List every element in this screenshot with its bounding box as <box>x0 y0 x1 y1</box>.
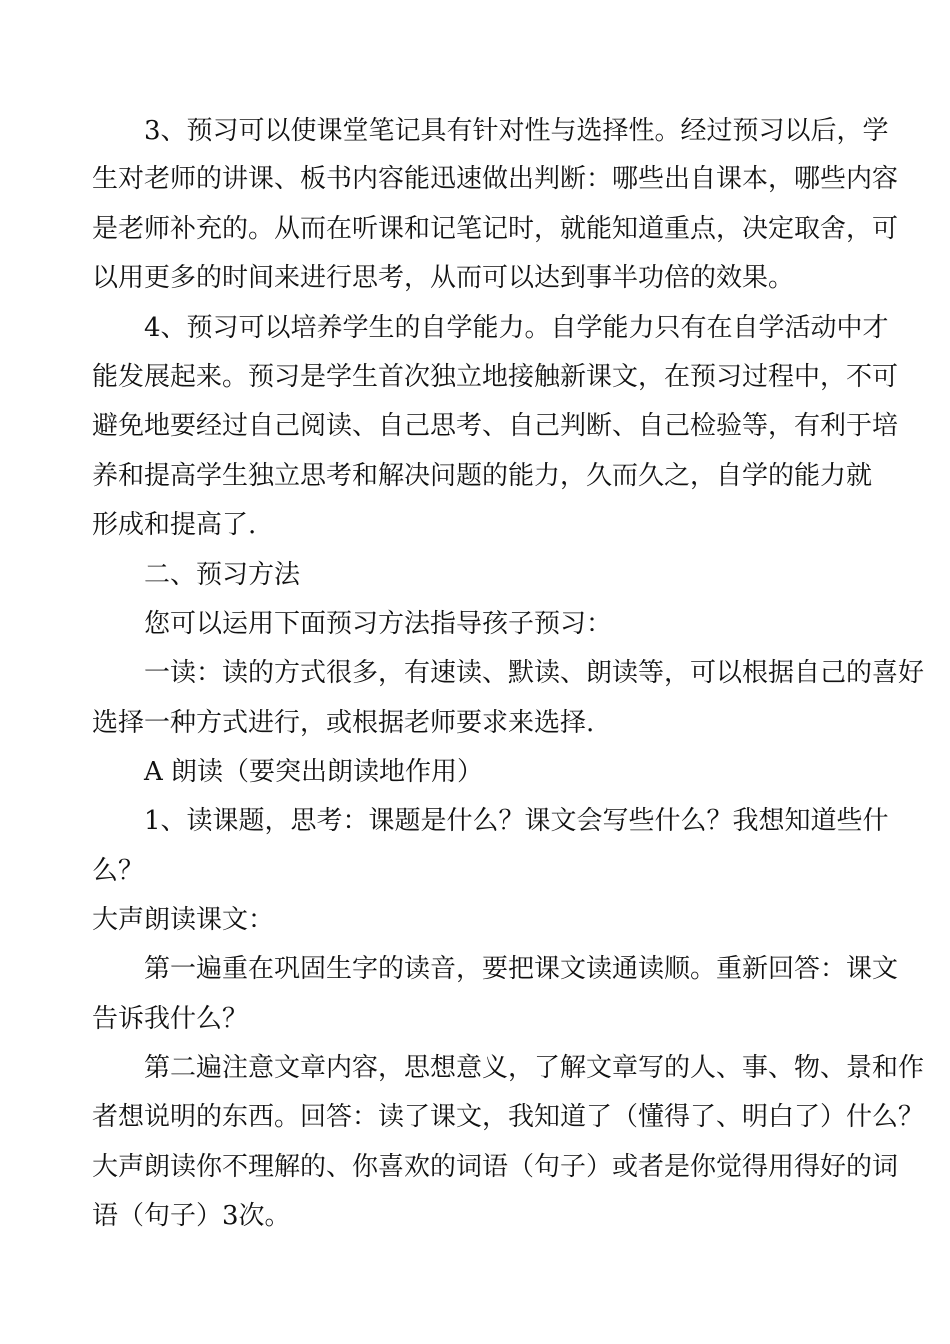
text-line: 大声朗读你不理解的、你喜欢的词语（句子）或者是你觉得用得好的词 <box>92 1152 899 1182</box>
text-line: 语（句子）3次。 <box>92 1201 291 1231</box>
text-line: 您可以运用下面预习方法指导孩子预习： <box>144 609 613 639</box>
text-line: 大声朗读课文： <box>92 905 275 935</box>
text-line: 选择一种方式进行，或根据老师要求来选择. <box>92 708 595 738</box>
text-line: 生对老师的讲课、板书内容能迅速做出判断：哪些出自课本，哪些内容 <box>92 164 899 194</box>
text-line: 1、读课题，思考：课题是什么？课文会写些什么？我想知道些什 <box>144 806 889 836</box>
text-line: 以用更多的时间来进行思考，从而可以达到事半功倍的效果。 <box>92 263 795 293</box>
text-line: 者想说明的东西。回答：读了课文，我知道了（懂得了、明白了）什么？ <box>92 1102 925 1132</box>
text-line: 第一遍重在巩固生字的读音，要把课文读通读顺。重新回答：课文 <box>144 954 899 984</box>
text-line: 是老师补充的。从而在听课和记笔记时，就能知道重点，决定取舍，可 <box>92 214 899 244</box>
text-line: 么？ <box>92 856 145 886</box>
text-line: 避免地要经过自己阅读、自己思考、自己判断、自己检验等，有利于培 <box>92 411 899 441</box>
text-line: 4、预习可以培养学生的自学能力。自学能力只有在自学活动中才 <box>144 313 889 343</box>
text-line: 告诉我什么？ <box>92 1004 249 1034</box>
text-line: 能发展起来。预习是学生首次独立地接触新课文，在预习过程中，不可 <box>92 362 899 392</box>
text-line: 养和提高学生独立思考和解决问题的能力，久而久之，自学的能力就 <box>92 461 873 491</box>
text-line: 一读：读的方式很多，有速读、默读、朗读等，可以根据自己的喜好 <box>144 658 925 688</box>
subheading: A 朗读（要突出朗读地作用） <box>144 757 484 787</box>
section-heading: 二、预习方法 <box>144 560 301 590</box>
text-line: 形成和提高了. <box>92 510 257 540</box>
text-line: 3、预习可以使课堂笔记具有针对性与选择性。经过预习以后，学 <box>144 116 889 146</box>
text-line: 第二遍注意文章内容，思想意义，了解文章写的人、事、物、景和作 <box>144 1053 925 1083</box>
